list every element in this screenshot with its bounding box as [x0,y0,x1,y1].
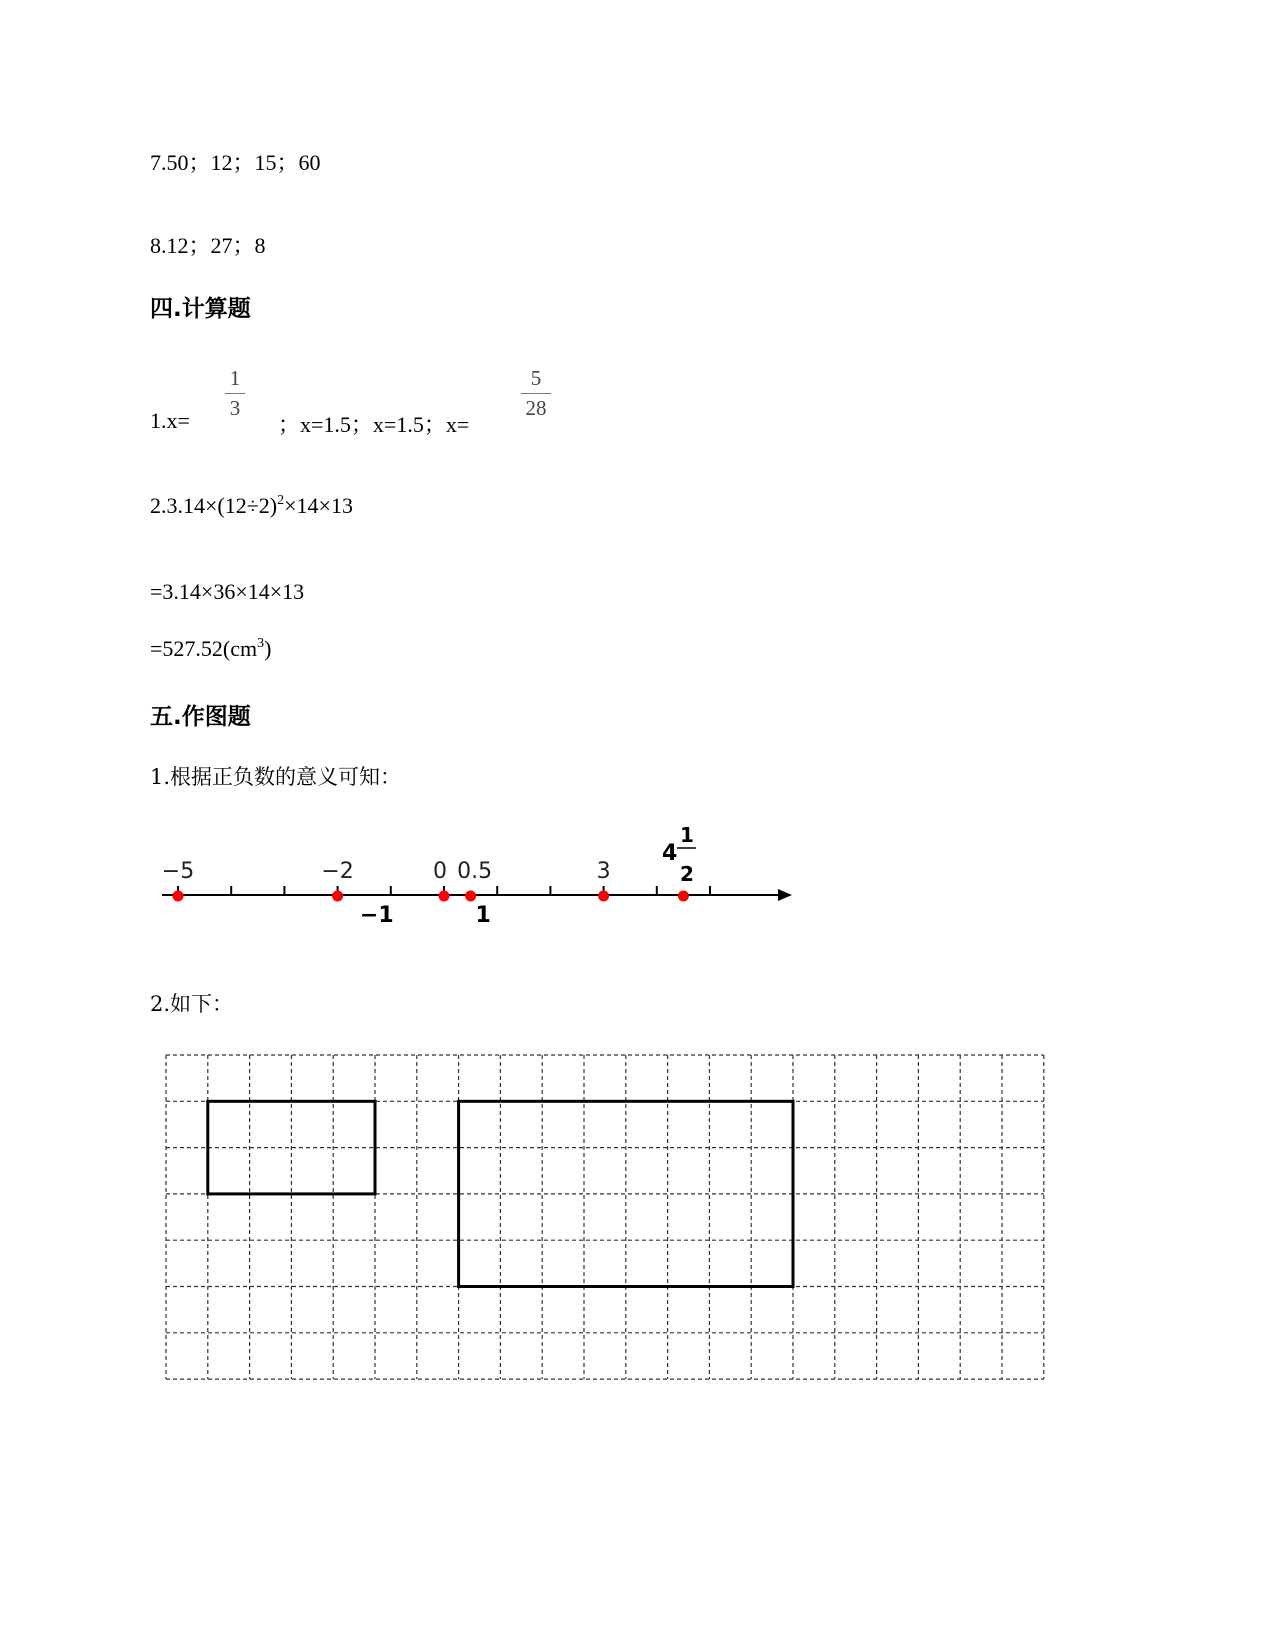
fraction-numerator: 5 [530,366,542,390]
fraction-bar [225,393,245,394]
mixed-number-numerator: 1 [680,823,694,847]
calc-q1-middle: ；x=1.5；x=1.5；x= [278,412,470,437]
mixed-number-whole: 4 [662,841,678,866]
number-line-label-above: −5 [161,859,195,884]
calc-q2-result-a: =527.52(cm [150,636,258,661]
drawing-q1-text: 1.根据正负数的意义可知： [150,765,402,789]
calc-q2-expr-a: 2.3.14×(12÷2) [150,493,278,518]
number-line-point [439,891,450,902]
calc-q2-line3 [150,636,271,662]
answer-line-8: 8.12；27；8 [150,233,266,258]
number-line-label-above: 0.5 [457,859,493,884]
number-line-point [173,891,184,902]
calc-q2-expr-b: ×14×13 [284,493,353,518]
fraction-denominator: 28 [525,396,547,420]
calc-q2-result-b: ) [264,636,272,661]
number-line-point [465,891,476,902]
arrow-head-icon [778,889,792,901]
mixed-number-label [662,823,696,886]
number-line [150,820,830,940]
drawing-q2-text: 2.如下： [150,992,234,1016]
section-heading-drawing: 五.作图题 [150,704,251,730]
number-line-point [598,891,609,902]
calc-q2-line1 [150,493,353,519]
number-line-point [678,891,689,902]
number-line-label-below: −1 [359,903,394,928]
section-heading-calculation: 四.计算题 [150,296,251,322]
calc-q1-prefix: 1.x= [150,408,190,433]
fraction-one-third [225,366,245,421]
exponent: 3 [257,636,265,651]
exponent: 2 [277,493,285,508]
number-line-label-below: 1 [475,903,491,928]
calc-q2-line2: =3.14×36×14×13 [150,579,305,604]
number-line-point [332,891,343,902]
fraction-denominator: 3 [229,396,241,420]
answer-line-7: 7.50；12；15；60 [150,150,321,175]
fraction-numerator: 1 [229,366,241,390]
mixed-number-denominator: 2 [680,862,694,886]
square-grid [165,1050,1065,1390]
fraction-five-twentyeighths [521,366,551,421]
number-line-label-above: −2 [321,859,354,884]
number-line-label-above: 0 [433,859,447,884]
number-line-label-above: 3 [596,859,611,884]
fraction-bar [521,393,551,394]
